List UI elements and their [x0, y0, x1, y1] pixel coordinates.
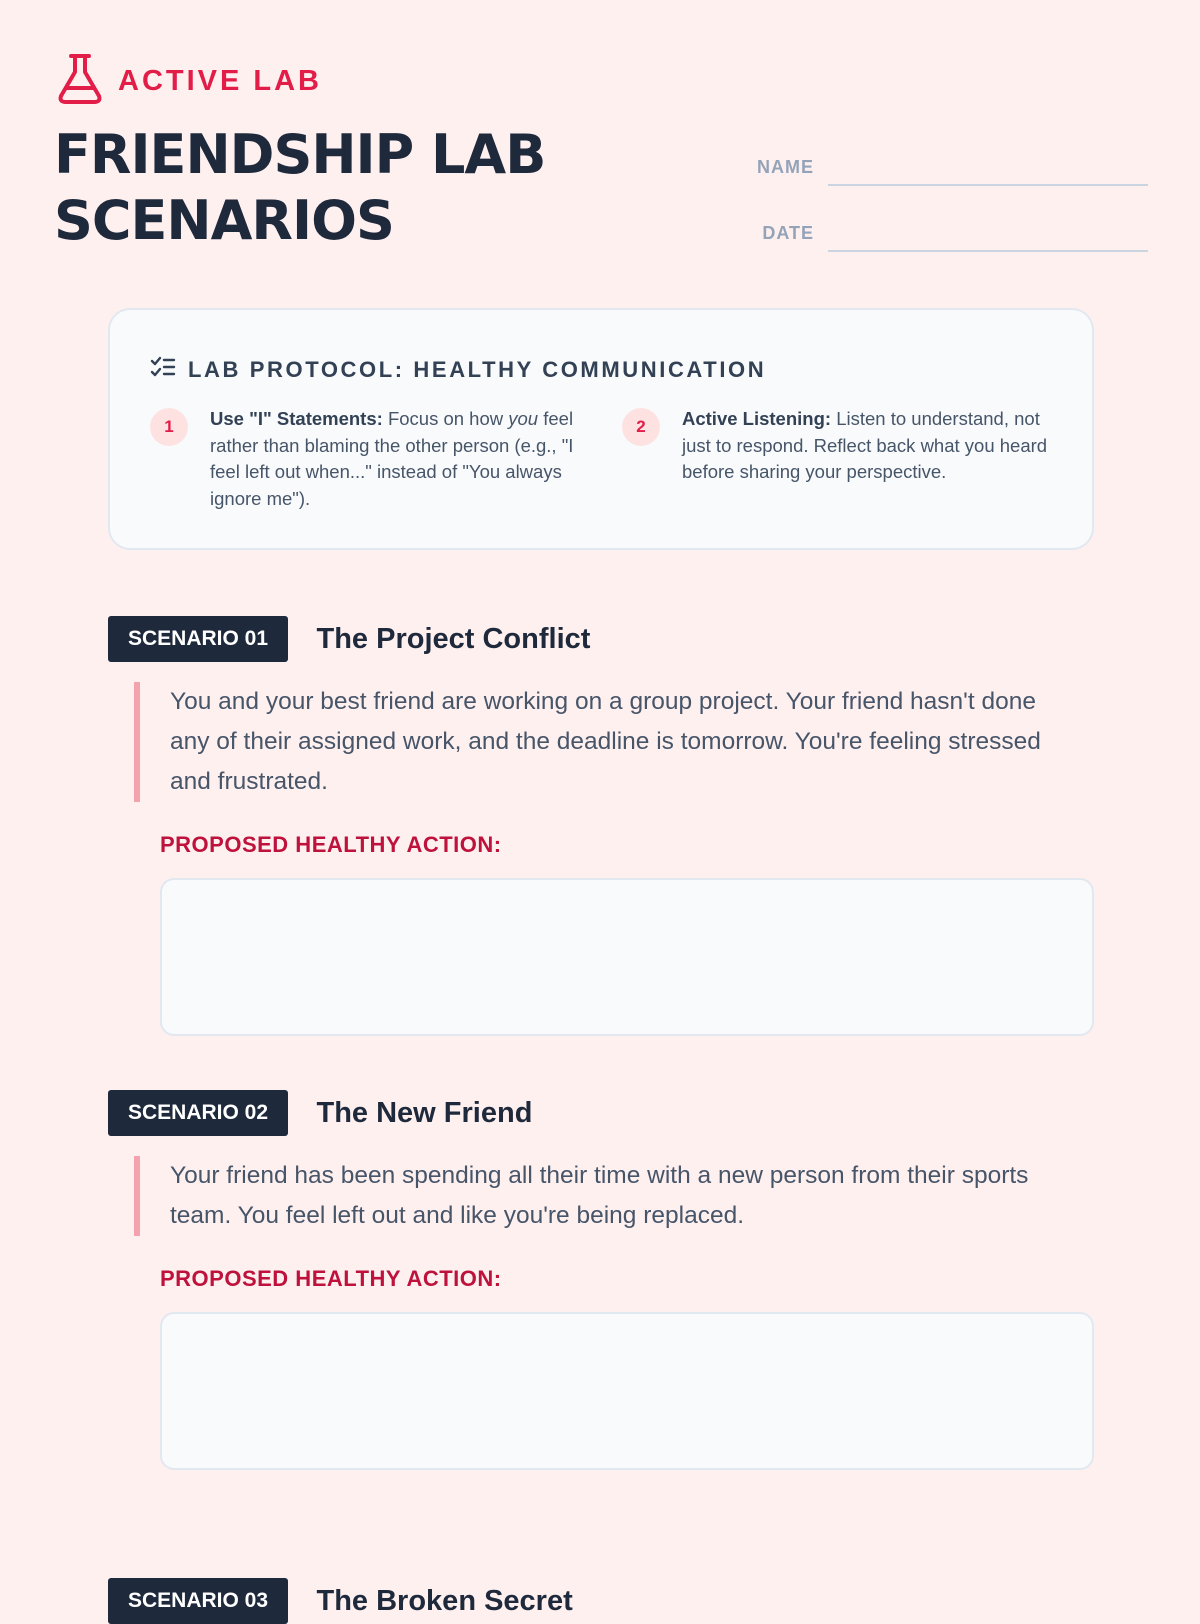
date-label: DATE [762, 223, 814, 243]
scenario-description: Your friend has been spending all their time with a new person from their sports team. You feel left out and like you're being replaced. [134, 1156, 1074, 1236]
scenario-title: The Broken Secret [316, 1584, 573, 1617]
page-title-line-2: SCENARIOS [54, 189, 394, 252]
rule-number-badge: 2 [622, 408, 660, 446]
rule-heading: Use "I" Statements: [210, 408, 383, 429]
protocol-title: LAB PROTOCOL: HEALTHY COMMUNICATION [188, 356, 767, 382]
action-answer-box[interactable] [160, 878, 1094, 1036]
rule-heading: Active Listening: [682, 408, 832, 429]
scenario-card [108, 1090, 1094, 1470]
scenario-badge: SCENARIO 01 [108, 616, 288, 662]
protocol-card [108, 308, 1094, 550]
brand-label: ACTIVE LAB [118, 65, 322, 97]
page-title-line-1: FRIENDSHIP LAB [54, 123, 546, 186]
rule-body: Listen to understand, not just to respond. Reflect back what you heard before sharing your perspective. [682, 408, 1048, 482]
protocol-rule [150, 406, 580, 512]
checklist-icon [150, 356, 176, 383]
name-label: NAME [757, 157, 814, 177]
date-field-group [734, 218, 1148, 252]
page-title [54, 122, 674, 254]
rule-emphasis: you [508, 408, 539, 429]
protocol-rule [622, 406, 1052, 486]
protocol-header [150, 356, 766, 383]
rule-text-before: Focus on how [387, 408, 504, 429]
rule-text [682, 406, 1052, 486]
rule-number-badge: 1 [150, 408, 188, 446]
scenario-description: You and your best friend are working on a group project. Your friend hasn't done any of their assigned work, and the deadline is tomorrow. You're feeling stressed and frustrated. [134, 682, 1074, 802]
rule-text [210, 406, 580, 512]
name-field[interactable] [828, 152, 1148, 186]
action-label: PROPOSED HEALTHY ACTION: [160, 1266, 502, 1291]
scenario-card [108, 616, 1094, 1036]
flask-icon [56, 52, 104, 111]
scenario-card [108, 1578, 1094, 1624]
rule-text-after: feel rather than blaming the other person (e.g., "I feel left out when..." instead of "You always ignore me"). [210, 408, 574, 509]
action-answer-box[interactable] [160, 1312, 1094, 1470]
scenario-badge: SCENARIO 03 [108, 1578, 288, 1624]
action-label: PROPOSED HEALTHY ACTION: [160, 832, 502, 857]
name-field-group [734, 152, 1148, 186]
scenario-title: The New Friend [316, 1096, 533, 1129]
scenario-badge: SCENARIO 02 [108, 1090, 288, 1136]
date-field[interactable] [828, 218, 1148, 252]
scenario-title: The Project Conflict [316, 622, 591, 655]
brand [56, 52, 322, 111]
